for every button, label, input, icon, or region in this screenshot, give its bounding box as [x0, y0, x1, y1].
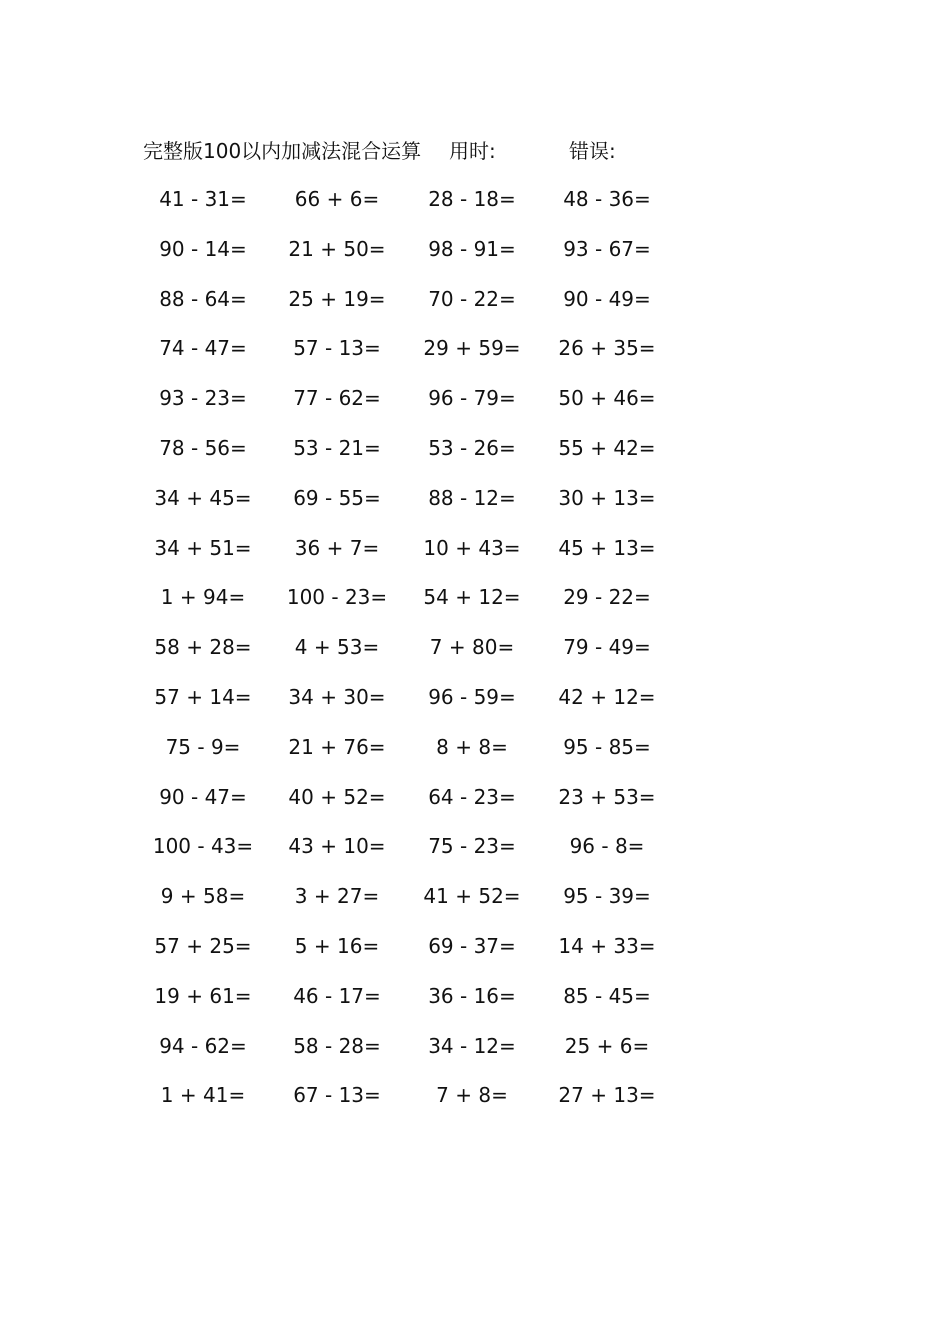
math-problem: 7 + 80=	[429, 635, 515, 660]
time-label: 用时:	[449, 139, 496, 163]
math-problem: 29 - 22=	[563, 585, 651, 610]
math-problem: 100 - 23=	[286, 585, 388, 610]
math-problem: 9 + 58=	[160, 884, 246, 909]
math-problem: 75 - 9=	[165, 734, 241, 759]
math-problem: 29 + 59=	[423, 336, 521, 361]
math-problem: 34 + 45=	[154, 485, 252, 510]
problem-row	[143, 782, 663, 832]
math-problem: 19 + 61=	[154, 983, 252, 1008]
math-problem: 42 + 12=	[558, 684, 656, 709]
problem-grid	[143, 184, 663, 1130]
math-problem: 53 - 26=	[428, 435, 516, 460]
math-problem: 88 - 12=	[428, 485, 516, 510]
math-problem: 45 + 13=	[558, 535, 656, 560]
math-problem: 57 - 13=	[293, 336, 381, 361]
math-problem: 70 - 22=	[428, 286, 516, 311]
math-problem: 74 - 47=	[159, 336, 247, 361]
math-problem: 88 - 64=	[159, 286, 247, 311]
math-problem: 54 + 12=	[423, 585, 521, 610]
math-problem: 78 - 56=	[159, 435, 247, 460]
math-problem: 10 + 43=	[423, 535, 521, 560]
math-problem: 90 - 14=	[159, 236, 247, 261]
math-problem: 66 + 6=	[294, 187, 380, 211]
math-problem: 96 - 79=	[428, 386, 516, 411]
math-problem: 98 - 91=	[428, 236, 516, 261]
math-problem: 43 + 10=	[288, 834, 386, 859]
math-problem: 58 - 28=	[293, 1033, 381, 1058]
problem-row	[143, 831, 663, 881]
math-problem: 53 - 21=	[293, 435, 381, 460]
math-problem: 90 - 49=	[563, 286, 651, 311]
math-problem: 23 + 53=	[558, 784, 656, 809]
worksheet-title: 完整版100以内加减法混合运算	[143, 139, 422, 163]
problem-row	[143, 234, 663, 284]
problem-row	[143, 732, 663, 782]
math-problem: 1 + 94=	[160, 585, 246, 610]
math-problem: 69 - 37=	[428, 933, 516, 958]
problem-row	[143, 1080, 663, 1130]
problem-row	[143, 632, 663, 682]
math-problem: 14 + 33=	[558, 933, 656, 958]
problem-row	[143, 383, 663, 433]
problem-row	[143, 333, 663, 383]
math-problem: 94 - 62=	[159, 1033, 247, 1058]
math-problem: 1 + 41=	[160, 1083, 246, 1108]
math-problem: 95 - 39=	[563, 884, 651, 909]
math-problem: 57 + 14=	[154, 684, 252, 709]
math-problem: 95 - 85=	[563, 734, 651, 759]
math-problem: 34 + 51=	[154, 535, 252, 560]
problem-row	[143, 881, 663, 931]
math-problem: 50 + 46=	[558, 386, 656, 411]
math-problem: 48 - 36=	[563, 187, 651, 211]
math-problem: 93 - 67=	[563, 236, 651, 261]
math-problem: 46 - 17=	[293, 983, 381, 1008]
math-problem: 34 - 12=	[428, 1033, 516, 1058]
problem-row	[143, 284, 663, 334]
problem-row	[143, 433, 663, 483]
math-problem: 69 - 55=	[293, 485, 381, 510]
math-problem: 93 - 23=	[159, 386, 247, 411]
math-problem: 36 + 7=	[294, 535, 380, 560]
math-problem: 85 - 45=	[563, 983, 651, 1008]
math-problem: 30 + 13=	[558, 485, 656, 510]
math-problem: 21 + 76=	[288, 734, 386, 759]
problem-row	[143, 184, 663, 234]
math-problem: 79 - 49=	[563, 635, 651, 660]
math-problem: 25 + 6=	[564, 1033, 650, 1058]
math-problem: 34 + 30=	[288, 684, 386, 709]
math-problem: 36 - 16=	[428, 983, 516, 1008]
math-problem: 75 - 23=	[428, 834, 516, 859]
math-problem: 25 + 19=	[288, 286, 386, 311]
math-problem: 27 + 13=	[558, 1083, 656, 1108]
error-label: 错误:	[569, 139, 616, 163]
math-problem: 26 + 35=	[558, 336, 656, 361]
math-problem: 41 - 31=	[159, 187, 247, 211]
math-problem: 55 + 42=	[558, 435, 656, 460]
math-problem: 57 + 25=	[154, 933, 252, 958]
problem-row	[143, 1031, 663, 1081]
math-problem: 28 - 18=	[428, 187, 516, 211]
math-problem: 41 + 52=	[423, 884, 521, 909]
math-problem: 8 + 8=	[436, 734, 508, 759]
problem-row	[143, 483, 663, 533]
math-problem: 77 - 62=	[293, 386, 381, 411]
math-problem: 3 + 27=	[294, 884, 380, 909]
math-problem: 58 + 28=	[154, 635, 252, 660]
problem-row	[143, 533, 663, 583]
math-problem: 21 + 50=	[288, 236, 386, 261]
math-problem: 96 - 8=	[569, 834, 645, 859]
math-problem: 67 - 13=	[293, 1083, 381, 1108]
problem-row	[143, 981, 663, 1031]
math-problem: 5 + 16=	[294, 933, 380, 958]
math-problem: 4 + 53=	[294, 635, 380, 660]
problem-row	[143, 931, 663, 981]
math-problem: 100 - 43=	[152, 834, 254, 859]
math-problem: 7 + 8=	[436, 1083, 508, 1108]
problem-row	[143, 582, 663, 632]
problem-row	[143, 682, 663, 732]
math-problem: 40 + 52=	[288, 784, 386, 809]
math-problem: 96 - 59=	[428, 684, 516, 709]
math-problem: 64 - 23=	[428, 784, 516, 809]
math-problem: 90 - 47=	[159, 784, 247, 809]
